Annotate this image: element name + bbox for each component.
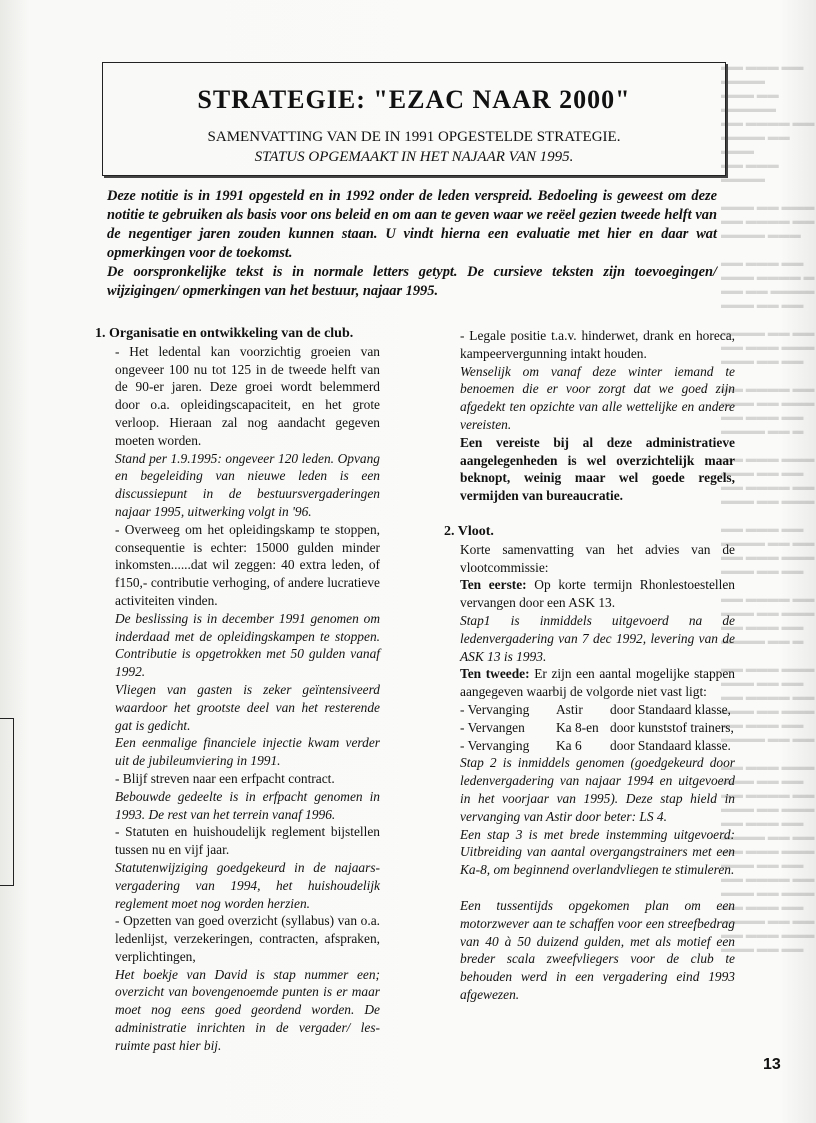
paragraph: - Opzetten van goed overzicht (syllabus) van o.a. ledenlijst, verzekeringen, contracten, afspraken, verplichtingen, <box>115 913 380 964</box>
italic-note: Vliegen van gasten is zeker geïntensiveerd waardoor het grootste deel van het resterende gat is gedicht. <box>115 681 380 733</box>
bold-note: Een vereiste bij al deze administratieve aangelegenheden is wel overzichtelijk maar beknopt, weinig maar wel goede regels, vermijden van bureaucratie. <box>460 434 735 504</box>
section-heading-fleet: 2. Vloot. <box>444 523 494 539</box>
page-title: STRATEGIE: "EZAC NAAR 2000" <box>197 85 631 114</box>
list-item: - Vervanging Ka 6 door Standaard klasse. <box>460 737 731 753</box>
paragraph <box>460 665 735 701</box>
intro-paragraph <box>107 187 717 301</box>
italic-note: Statutenwijziging goedgekeurd in de najaars-vergadering van 1994, het huishoudelijk reglement moet nog worden herzien. <box>115 859 380 911</box>
status-line: STATUS OPGEMAAKT IN HET NAJAAR VAN 1995. <box>254 149 574 165</box>
section-heading-organisation: 1. Organisatie en ontwikkeling van de club. <box>95 326 354 341</box>
page-subtitle: SAMENVATTING VAN DE IN 1991 OPGESTELDE STRATEGIE. <box>207 129 621 145</box>
paragraph: - Legale positie t.a.v. hinderwet, drank en horeca, kampeervergunning intakt houden. <box>460 328 735 361</box>
label-first: Ten eerste: <box>460 577 527 593</box>
list-item: - Vervanging Astir door Standaard klasse, <box>460 701 731 717</box>
margin-bracket <box>13 718 14 885</box>
italic-note: Een eenmalige financiele injectie kwam verder uit de jubileumviering in 1991. <box>115 735 380 769</box>
page-number: 13 <box>763 1056 781 1073</box>
text-first: Op korte termijn Rhonlestoestellen vervangen door een ASK 13. <box>460 577 736 611</box>
italic-note: Wenselijk om vanaf deze winter iemand te benoemen die er voor zorgt dat we goed zijn afgedekt ten opzichte van alle wettelijke en andere vereisten. <box>460 363 735 432</box>
italic-note: Stap1 is inmiddels uitgevoerd na de ledenvergadering van 7 dec 1992, levering van de ASK 13 is 1993. <box>460 612 735 664</box>
paragraph: - Het ledental kan voorzichtig groeien van ongeveer 100 nu tot 125 in de tweede helft van de 90-er jaren. Deze groei wordt belemmerd door o.a. opleidingscapaciteit, en het grote verloop. Hieraan zal nog aandacht gegeven moeten worden. <box>115 343 380 448</box>
paragraph: - Statuten en huishoudelijk reglement bijstellen tussen nu en vijf jaar. <box>115 824 380 858</box>
paragraph <box>460 576 735 612</box>
replacement-list <box>460 701 735 754</box>
italic-note: Het boekje van David is stap nummer een; overzicht van bovengenoemde punten is er maar moet nog eens goed geordend worden. De administratie inrichten in de vergader/ les-ruimte past hier bij. <box>115 966 380 1053</box>
italic-note: Bebouwde gedeelte is in erfpacht genomen in 1993. De rest van het terrein vanaf 1996. <box>115 788 380 822</box>
margin-bracket-top <box>0 718 14 719</box>
intro-text-1: Deze notitie is in 1991 opgesteld en in 1992 onder de leden verspreid. Bedoeling is geweest om deze notitie te gebruiken als basis voor ons beleid en om aan te geven waar we reëel gezien tweede helft van de negentiger jaren zouden kunnen staan. U vindt hierna een evaluatie met hier en daar wat opmerkingen voor de toekomst. <box>107 188 717 261</box>
italic-note: De beslissing is in december 1991 genomen om inderdaad met de opleidingskampen te stoppen. Contributie is opgetrokken met 50 gulden vanaf 1992. <box>115 610 380 680</box>
italic-note: Een tussentijds opgekomen plan om een motorzwever aan te schaffen voor een streefbedrag van 40 à 50 duizend gulden, met als motief een breder scala zweefvliegers voor de club te behouden werd in een vergadering eind 1993 afgewezen. <box>460 897 735 1002</box>
paragraph: Korte samenvatting van het advies van de vlootcommissie: <box>460 541 735 575</box>
right-column <box>444 327 736 1004</box>
bleed-through-text: ▬▬ ▬▬▬ ▬▬ ▬▬▬▬ ▬▬▬ ▬▬ ▬▬▬▬▬ ▬▬ ▬▬▬▬ ▬▬ ▬▬▬▬ ▬▬ ▬▬▬ ▬▬ ▬▬▬ ▬▬▬▬ ▬▬▬ ▬▬ ▬▬▬ ▬▬ ▬▬▬▬ ▬▬ ▬▬▬▬ ▬▬▬ ▬▬ ▬▬▬ ▬▬ ▬▬▬ ▬▬▬▬ ▬ ▬▬ ▬▬ ▬▬▬▬ ▬▬▬ ▬▬ ▬▬ ▬▬▬▬ ▬▬ ▬▬ ▬▬ ▬▬▬ ▬▬▬ ▬▬▬ ▬▬ ▬▬ ▬▬ ▬▬▬▬ ▬▬ ▬▬▬ ▬▬ ▬▬▬ ▬▬ ▬▬▬ ▬▬ ▬▬▬▬ ▬▬ ▬ ▬▬ ▬▬▬ ▬▬▬ ▬▬▬ ▬▬ ▬▬ ▬▬ ▬▬▬▬ ▬▬ ▬▬▬ ▬▬ ▬▬▬ ▬▬ ▬▬▬ ▬▬ ▬▬▬▬ ▬▬ ▬▬ ▬▬ ▬▬▬ ▬▬▬ ▬▬▬ ▬▬ ▬▬ ▬▬ ▬▬▬▬ ▬▬ ▬▬▬ ▬▬ ▬▬▬ ▬▬ ▬▬▬ ▬▬ ▬▬▬▬ ▬▬ ▬ ▬▬ ▬▬▬ ▬▬▬ ▬▬▬ ▬▬ ▬▬ ▬▬ ▬▬▬▬ ▬▬ ▬▬▬ ▬▬ ▬▬▬ ▬▬ ▬▬▬ ▬▬ ▬▬▬▬ ▬▬ ▬▬ ▬▬ ▬▬▬ ▬▬▬ ▬▬▬ ▬▬ ▬▬ ▬▬ ▬▬▬▬ ▬▬ ▬▬▬ ▬▬ ▬▬▬ ▬▬ ▬▬▬ ▬▬ ▬▬▬▬ ▬▬ ▬▬ ▬▬ ▬▬▬ ▬▬▬ ▬▬▬ ▬▬ ▬▬ ▬▬ ▬▬▬▬ ▬▬ ▬▬▬ ▬▬ ▬▬▬ ▬▬ ▬▬▬ ▬▬ ▬▬▬▬ ▬▬ ▬▬ ▬▬ ▬▬▬ ▬▬▬ ▬▬▬ ▬▬ ▬▬ <box>721 61 815 955</box>
paragraph: - Overweeg om het opleidingskamp te stoppen, consequentie is echter: 15000 gulden minder inkomsten......dat wil zeggen: 40 extra leden, of f150,- contributie verhoging, of andere lucratieve activiteiten vinden. <box>115 521 380 608</box>
italic-note: Een stap 3 is met brede instemming uitgevoerd: Uitbreiding van aantal overgangstrainers met een Ka-8, om beginnend overlandvliegen te stimuleren. <box>460 826 735 878</box>
list-item: - Vervangen Ka 8-en door kunststof trainers, <box>460 719 734 735</box>
paragraph: - Blijf streven naar een erfpacht contract. <box>115 770 335 786</box>
label-second: Ten tweede: <box>460 666 530 682</box>
intro-text-2: De oorspronkelijke tekst is in normale letters getypt. De cursieve teksten zijn toevoegingen/ wijzigingen/ opmerkingen van het bestuur, najaar 1995. <box>107 264 717 299</box>
title-box <box>102 62 726 176</box>
margin-bracket-bottom <box>0 885 14 886</box>
section-body-organisation <box>95 343 380 1055</box>
left-column <box>95 325 380 1055</box>
text-second: Er zijn een aantal mogelijke stappen aangegeven waarbij de volgorde niet vast ligt: <box>460 666 735 700</box>
italic-note: Stand per 1.9.1995: ongeveer 120 leden. Opvang en begeleiding van nieuwe leden is een discussiepunt in de bestuursvergaderingen najaar 1995, uitwerking volgt in '96. <box>115 450 380 519</box>
italic-note: Stap 2 is inmiddels genomen (goedgekeurd door ledenvergadering van najaar 1994 en uitgevoerd in het voorjaar van 1995). Deze stap hield in vervanging van Astir door beter: LS 4. <box>460 755 735 824</box>
